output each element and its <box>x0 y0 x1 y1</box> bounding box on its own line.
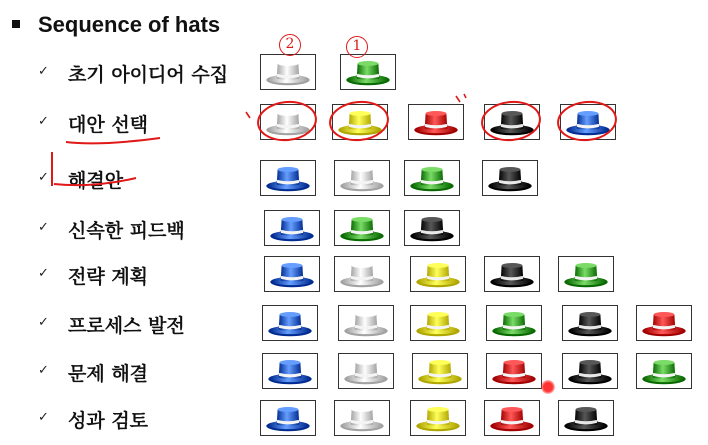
green-hat-icon <box>404 160 460 196</box>
white-hat-icon <box>334 256 390 292</box>
green-hat-icon <box>334 210 390 246</box>
hat-drawing <box>637 306 691 340</box>
green-hat-icon <box>486 305 542 341</box>
square-bullet-icon <box>12 20 20 28</box>
green-hat-icon <box>636 353 692 389</box>
white-hat-icon <box>260 54 316 90</box>
white-hat-icon <box>334 160 390 196</box>
white-hat-icon <box>338 353 394 389</box>
checkmark-icon: ✓ <box>38 170 49 185</box>
red-hat-icon <box>486 353 542 389</box>
row-label: 초기 아이디어 수집 <box>68 64 229 86</box>
green-hat-icon <box>340 54 396 90</box>
sequence-row <box>0 160 708 204</box>
hat-drawing <box>333 105 387 139</box>
hat-drawing <box>261 401 315 435</box>
slide-title: Sequence of hats <box>38 12 221 37</box>
blue-hat-icon <box>264 256 320 292</box>
hat-drawing <box>339 306 393 340</box>
hat-drawing <box>411 257 465 291</box>
red-hat-icon <box>636 305 692 341</box>
row-label: 성과 검토 <box>68 410 149 432</box>
sequence-row <box>0 210 708 254</box>
hat-drawing <box>411 401 465 435</box>
checkmark-icon: ✓ <box>38 363 49 378</box>
sequence-row <box>0 256 708 300</box>
sequence-row <box>0 104 708 148</box>
hat-drawing <box>637 354 691 388</box>
checkmark-icon: ✓ <box>38 64 49 79</box>
hat-drawing <box>485 257 539 291</box>
laser-pointer-dot <box>541 380 555 394</box>
sequence-row <box>0 400 708 444</box>
order-number-2: 2 <box>279 34 301 56</box>
row-label: 대안 선택 <box>68 114 149 136</box>
blue-hat-icon <box>260 160 316 196</box>
hat-drawing <box>559 401 613 435</box>
yellow-hat-icon <box>410 305 466 341</box>
hat-drawing <box>335 161 389 195</box>
sequence-row <box>0 305 708 349</box>
white-hat-icon <box>260 104 316 140</box>
hat-drawing <box>561 105 615 139</box>
yellow-hat-icon <box>412 353 468 389</box>
hat-drawing <box>265 211 319 245</box>
hat-drawing <box>563 306 617 340</box>
white-hat-icon <box>338 305 394 341</box>
checkmark-icon: ✓ <box>38 266 49 281</box>
black-hat-icon <box>484 256 540 292</box>
hat-drawing <box>261 161 315 195</box>
blue-hat-icon <box>260 400 316 436</box>
black-hat-icon <box>482 160 538 196</box>
yellow-hat-icon <box>410 400 466 436</box>
hat-drawing <box>487 306 541 340</box>
black-hat-icon <box>562 305 618 341</box>
hat-drawing <box>335 257 389 291</box>
hat-drawing <box>411 306 465 340</box>
blue-hat-icon <box>560 104 616 140</box>
hat-drawing <box>335 211 389 245</box>
hat-drawing <box>409 105 463 139</box>
red-hat-icon <box>484 400 540 436</box>
hat-drawing <box>485 105 539 139</box>
hat-drawing <box>405 161 459 195</box>
row-label: 전략 계획 <box>68 266 149 288</box>
yellow-hat-icon <box>410 256 466 292</box>
hat-drawing <box>263 306 317 340</box>
hat-drawing <box>483 161 537 195</box>
hat-drawing <box>413 354 467 388</box>
hat-drawing <box>563 354 617 388</box>
hat-drawing <box>487 354 541 388</box>
black-hat-icon <box>558 400 614 436</box>
black-hat-icon <box>404 210 460 246</box>
hat-drawing <box>263 354 317 388</box>
hat-drawing <box>341 55 395 89</box>
row-label: 프로세스 발전 <box>68 315 185 337</box>
hat-drawing <box>485 401 539 435</box>
black-hat-icon <box>484 104 540 140</box>
green-hat-icon <box>558 256 614 292</box>
row-label: 신속한 피드백 <box>68 220 185 242</box>
red-hat-icon <box>408 104 464 140</box>
order-number-1: 1 <box>346 36 368 58</box>
blue-hat-icon <box>262 353 318 389</box>
row-label: 문제 해결 <box>68 363 149 385</box>
hat-drawing <box>261 105 315 139</box>
checkmark-icon: ✓ <box>38 410 49 425</box>
blue-hat-icon <box>262 305 318 341</box>
hat-drawing <box>339 354 393 388</box>
hat-drawing <box>559 257 613 291</box>
hat-drawing <box>335 401 389 435</box>
hat-drawing <box>265 257 319 291</box>
hat-drawing <box>405 211 459 245</box>
checkmark-icon: ✓ <box>38 114 49 129</box>
yellow-hat-icon <box>332 104 388 140</box>
hat-drawing <box>261 55 315 89</box>
sequence-row <box>0 54 708 98</box>
black-hat-icon <box>562 353 618 389</box>
blue-hat-icon <box>264 210 320 246</box>
checkmark-icon: ✓ <box>38 220 49 235</box>
sequence-row <box>0 353 708 397</box>
row-label: 해결안 <box>68 170 124 192</box>
checkmark-icon: ✓ <box>38 315 49 330</box>
white-hat-icon <box>334 400 390 436</box>
